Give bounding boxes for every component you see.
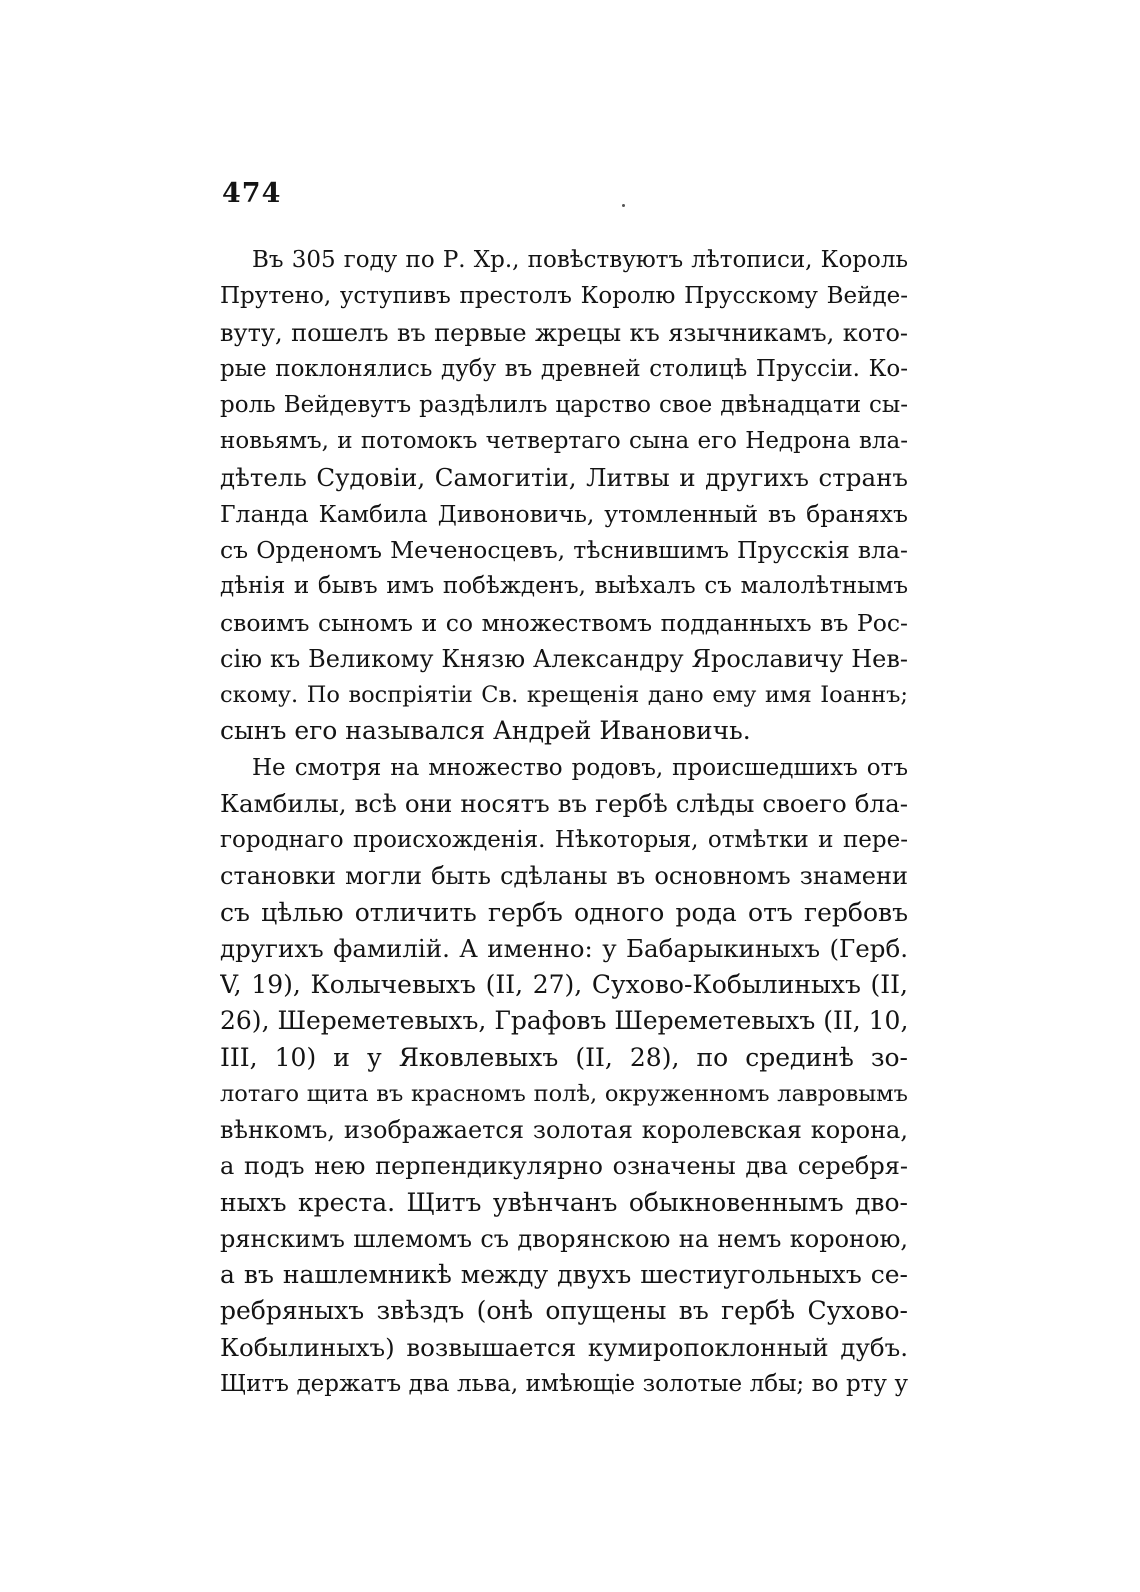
text-line: городнаго происхожденія. Нѣкоторыя, отмѣтки и пере- [220, 827, 908, 853]
text-line: новьямъ, и потомокъ четвертаго сына его Недрона вла- [220, 428, 908, 455]
text-line: сію къ Великому Князю Александру Ярославичу Нев- [220, 644, 908, 673]
text-line: ребряныхъ звѣздъ (онѣ опущены въ гербѣ Сухово- [220, 1296, 908, 1326]
text-line: роль Вейдевутъ раздѣлилъ царство свое двѣнадцати сы- [220, 392, 908, 418]
body-text [220, 242, 908, 1402]
text-line: съ Орденомъ Меченосцевъ, тѣснившимъ Прусскія вла- [220, 536, 908, 564]
text-line: а въ нашлемникѣ между двухъ шестиугольныхъ се- [220, 1260, 908, 1289]
text-line: Щитъ держатъ два льва, имѣющіе золотые лбы; во рту у [220, 1370, 908, 1397]
text-line: Гланда Камбила Дивоновичь, утомленный въ браняхъ [220, 499, 908, 528]
text-line: другихъ фамилій. А именно: у Бабарыкиныхъ (Герб. [220, 933, 908, 963]
text-line: становки могли быть сдѣланы въ основномъ знамени [220, 862, 908, 891]
text-line: скому. По воспріятіи Св. крещенія дано ему имя Іоаннъ; [220, 682, 908, 708]
text-line: Прутено, уступивъ престолъ Королю Прусскому Вейде- [220, 283, 908, 310]
text-line: дѣнія и бывъ имъ побѣжденъ, выѣхалъ съ малолѣтнымъ [220, 573, 908, 600]
paragraph-2 [220, 750, 908, 1403]
text-line: лотаго щита въ красномъ полѣ, окруженномъ лавровымъ [220, 1080, 908, 1107]
paragraph-1 [220, 242, 908, 750]
text-line: своимъ сыномъ и со множествомъ подданныхъ въ Рос- [220, 608, 908, 637]
text-line: рые поклонялись дубу въ древней столицѣ Пруссіи. Ко- [220, 355, 908, 382]
text-line: съ цѣлью отличить гербъ одного рода отъ гербовъ [220, 897, 908, 927]
text-line: Кобылиныхъ) возвышается кумиропоклонный дубъ. [220, 1332, 908, 1362]
text-line: ныхъ креста. Щитъ увѣнчанъ обыкновеннымъ дво- [220, 1187, 908, 1217]
text-line: а подъ нею перпендикулярно означены два серебря- [220, 1152, 908, 1181]
paper-speck [622, 204, 625, 207]
text-line: V, 19), Колычевыхъ (II, 27), Сухово-Кобылиныхъ (II, [220, 970, 908, 999]
text-line: Камбилы, всѣ они носятъ въ гербѣ слѣды своего бла- [220, 788, 908, 818]
text-line: вѣнкомъ, изображается золотая королевская корона, [220, 1116, 908, 1144]
text-line: Не смотря на множество родовъ, происшедшихъ отъ [252, 754, 908, 781]
text-line: 26), Шереметевыхъ, Графовъ Шереметевыхъ (II, 10, [220, 1006, 908, 1036]
text-line: дѣтель Судовіи, Самогитіи, Литвы и другихъ странъ [220, 462, 908, 492]
text-line: Въ 305 году по Р. Хр., повѣствуютъ лѣтописи, Король [252, 247, 908, 273]
page-number: 474 [222, 178, 282, 209]
text-line: вуту, пошелъ въ первые жрецы къ язычникамъ, кото- [220, 318, 908, 347]
text-line: рянскимъ шлемомъ съ дворянскою на немъ короною, [220, 1224, 908, 1253]
text-line: III, 10) и у Яковлевыхъ (II, 28), по срединѣ зо- [220, 1042, 908, 1072]
text-line: сынъ его назывался Андрей Ивановичь. [220, 716, 751, 746]
